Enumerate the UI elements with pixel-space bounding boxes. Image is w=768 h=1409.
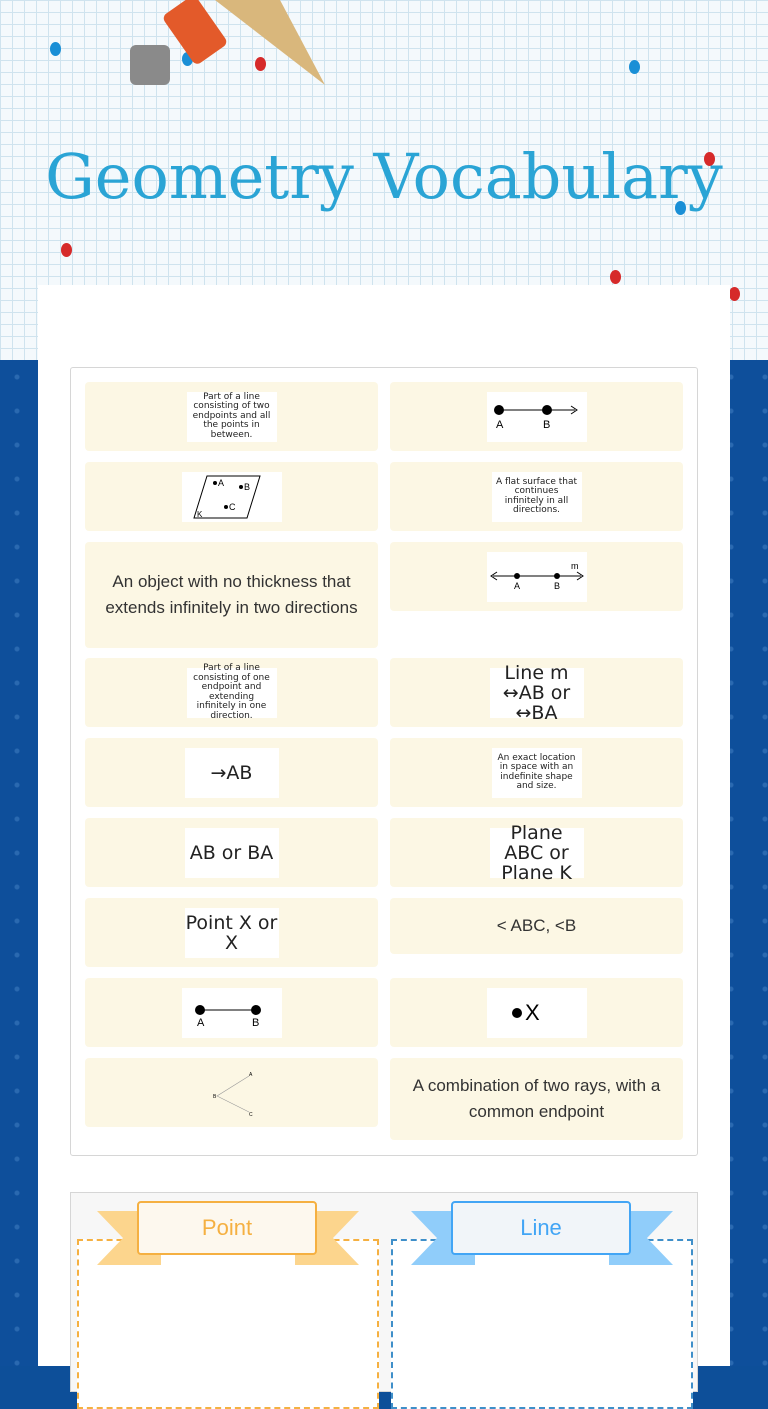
decor-dot xyxy=(729,287,740,301)
diagram-label: B xyxy=(212,1093,216,1100)
line-category-label: Line xyxy=(451,1201,631,1255)
sort-area xyxy=(70,1192,698,1392)
vocab-card[interactable] xyxy=(85,658,378,727)
diagram-label: A xyxy=(248,1071,252,1078)
diagram-label: A xyxy=(513,580,520,591)
card-image-symbol: Plane ABC or Plane K xyxy=(490,828,584,878)
decor-dot xyxy=(610,270,621,284)
diagram-label: K xyxy=(196,509,202,519)
diagram-label: A xyxy=(196,1016,204,1029)
diagram-label: B xyxy=(542,418,550,431)
diagram-label: B xyxy=(251,1016,259,1029)
vocab-card[interactable] xyxy=(85,542,378,648)
plane-diagram xyxy=(182,472,282,522)
card-image-text: Part of a line consisting of two endpoints and all the points in between. xyxy=(187,392,277,442)
line-diagram xyxy=(487,552,587,602)
card-image-symbol: AB or BA xyxy=(185,828,279,878)
card-image-symbol: Point X or X xyxy=(185,908,279,958)
point-category-label: Point xyxy=(137,1201,317,1255)
diagram-label: A xyxy=(495,418,503,431)
school-supplies-illustration xyxy=(120,0,330,95)
decor-dot xyxy=(50,42,61,56)
decor-dot xyxy=(629,60,640,74)
diagram-label: m xyxy=(570,560,578,571)
card-image-text: An exact location in space with an indefinite shape and size. xyxy=(492,748,582,798)
vocab-card[interactable] xyxy=(85,898,378,967)
card-image-symbol: →AB xyxy=(185,748,279,798)
decor-dot xyxy=(61,243,72,257)
vocab-card[interactable] xyxy=(85,382,378,451)
segment-diagram xyxy=(182,988,282,1038)
vocab-card[interactable] xyxy=(85,978,378,1047)
card-image-symbol: Line m ↔AB or ↔BA xyxy=(490,668,584,718)
vocab-card[interactable] xyxy=(85,818,378,887)
vocab-card[interactable] xyxy=(390,818,683,887)
page-title: Geometry Vocabulary xyxy=(45,140,723,213)
vocab-card[interactable] xyxy=(390,978,683,1047)
angle-diagram xyxy=(187,1068,277,1118)
vocab-card[interactable] xyxy=(390,462,683,531)
card-text: An object with no thickness that extends infinitely in two directions xyxy=(105,572,358,617)
vocab-card[interactable] xyxy=(390,382,683,451)
vocab-card[interactable] xyxy=(390,898,683,954)
card-text: < ABC, <B xyxy=(496,916,577,935)
vocab-card[interactable] xyxy=(390,542,683,611)
vocab-card[interactable] xyxy=(85,738,378,807)
diagram-label: C xyxy=(228,501,235,512)
vocab-card[interactable] xyxy=(85,1058,378,1127)
diagram-label: A xyxy=(217,477,224,488)
diagram-label: B xyxy=(243,481,250,492)
ray-diagram xyxy=(487,392,587,442)
card-text: A combination of two rays, with a common endpoint xyxy=(412,1076,661,1121)
card-image-text: A flat surface that continues infinitely in all directions. xyxy=(492,472,582,522)
vocab-card[interactable] xyxy=(85,462,378,531)
diagram-label: B xyxy=(553,580,560,591)
card-image-text: Part of a line consisting of one endpoint and extending infinitely in one direction. xyxy=(187,668,277,718)
vocab-card[interactable] xyxy=(390,1058,683,1140)
vocab-card[interactable] xyxy=(390,738,683,807)
diagram-label: C xyxy=(248,1111,253,1118)
pointx-diagram xyxy=(487,988,587,1038)
vocab-card[interactable] xyxy=(390,658,683,727)
diagram-label: X xyxy=(524,999,540,1025)
